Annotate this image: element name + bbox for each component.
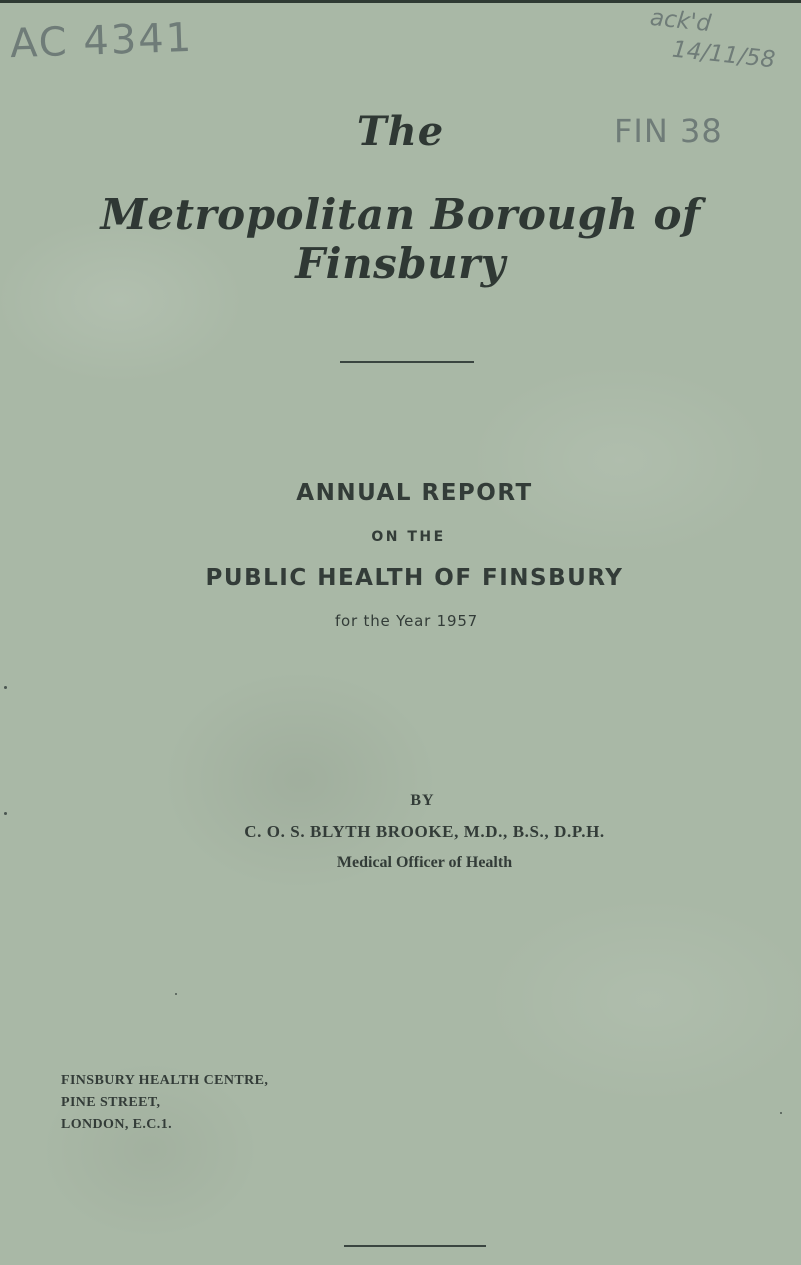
paper-speck: [4, 812, 7, 815]
top-edge: [0, 0, 801, 3]
report-title-line2: ON THE: [371, 529, 446, 545]
accession-number-handwritten: AC 4341: [9, 14, 194, 68]
shelf-code-handwritten: FIN 38: [614, 112, 723, 150]
heading-the: The: [356, 108, 445, 155]
divider-top: [340, 361, 474, 363]
address-line2: PINE STREET,: [61, 1095, 161, 1110]
paper-speck: [175, 993, 177, 995]
address-line1: FINSBURY HEALTH CENTRE,: [61, 1073, 269, 1088]
report-title-line1: ANNUAL REPORT: [296, 480, 533, 506]
report-title-line3: PUBLIC HEALTH OF FINSBURY: [205, 565, 624, 591]
address-block: [61, 1070, 268, 1136]
acknowledged-note-handwritten: ack'd: [648, 4, 713, 38]
heading-borough: Metropolitan Borough of Finsbury: [100, 190, 701, 288]
author-title: Medical Officer of Health: [336, 854, 513, 871]
acknowledged-date-handwritten: 14/11/58: [670, 36, 777, 74]
divider-bottom: [344, 1245, 486, 1247]
address-line3: LONDON, E.C.1.: [61, 1117, 172, 1132]
author-name: C. O. S. BLYTH BROOKE, M.D., B.S., D.P.H.: [244, 822, 605, 841]
paper-speck: [4, 686, 7, 689]
author-by: BY: [410, 792, 435, 809]
report-year: for the Year 1957: [334, 612, 479, 630]
paper-speck: [780, 1112, 782, 1114]
